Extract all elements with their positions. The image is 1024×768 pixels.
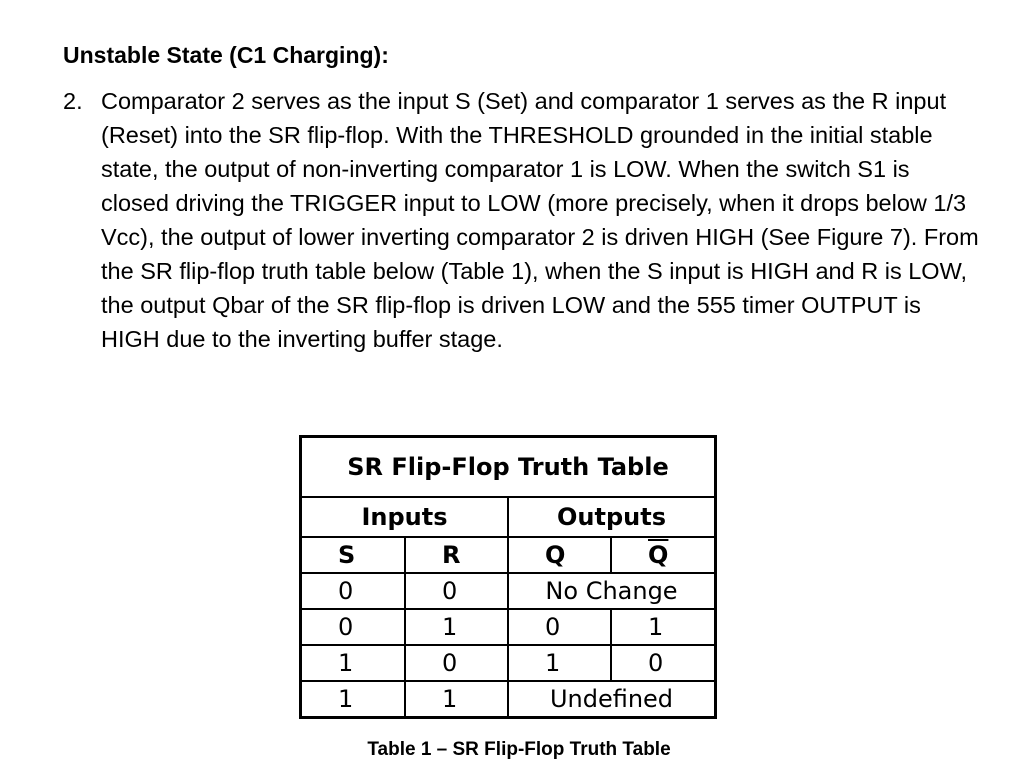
- table-row: [302, 573, 714, 609]
- list-item-text: Comparator 2 serves as the input S (Set) and comparator 1 serves as the R input (Reset) into the SR flip-flop. With the THRESHOLD grounded in the initial stable state, the output of non-inverting comparator 1 is LOW. When the switch S1 is closed driving the TRIGGER input to LOW (more precisely, when it drops below 1/3 Vcc), the output of lower inverting comparator 2 is driven HIGH (See Figure 7). From the SR flip-flop truth table below (Table 1), when the S input is HIGH and R is LOW, the output Qbar of the SR flip-flop is driven LOW and the 555 timer OUTPUT is HIGH due to the inverting buffer stage.: [101, 88, 979, 352]
- cell-q: 1: [508, 645, 611, 681]
- column-header-s: S: [302, 537, 405, 573]
- table-row: [302, 681, 714, 716]
- cell-s: 1: [302, 681, 405, 716]
- table-title: SR Flip-Flop Truth Table: [302, 438, 714, 497]
- cell-q: 0: [508, 609, 611, 645]
- section-heading: Unstable State (C1 Charging):: [63, 42, 389, 68]
- table-row: [302, 609, 714, 645]
- cell-s: 0: [302, 609, 405, 645]
- cell-qbar: 1: [611, 609, 714, 645]
- group-header-outputs: Outputs: [508, 497, 714, 537]
- column-header-qbar: $\overline{Q}$: [648, 541, 669, 569]
- truth-table: [299, 435, 717, 719]
- column-header-r: R: [405, 537, 508, 573]
- column-header-q: Q: [508, 537, 611, 573]
- cell-r: 1: [405, 681, 508, 716]
- table-row: [302, 645, 714, 681]
- cell-s: 1: [302, 645, 405, 681]
- group-header-inputs: Inputs: [302, 497, 508, 537]
- cell-q-merged: Undefined: [508, 681, 714, 716]
- cell-r: 0: [405, 573, 508, 609]
- column-header-qbar-cell: [611, 537, 714, 573]
- cell-r: 0: [405, 645, 508, 681]
- cell-qbar: 0: [611, 645, 714, 681]
- cell-q-merged: No Change: [508, 573, 714, 609]
- cell-r: 1: [405, 609, 508, 645]
- list-item-number: 2.: [63, 88, 83, 114]
- table-caption: Table 1 – SR Flip-Flop Truth Table: [367, 739, 671, 760]
- cell-s: 0: [302, 573, 405, 609]
